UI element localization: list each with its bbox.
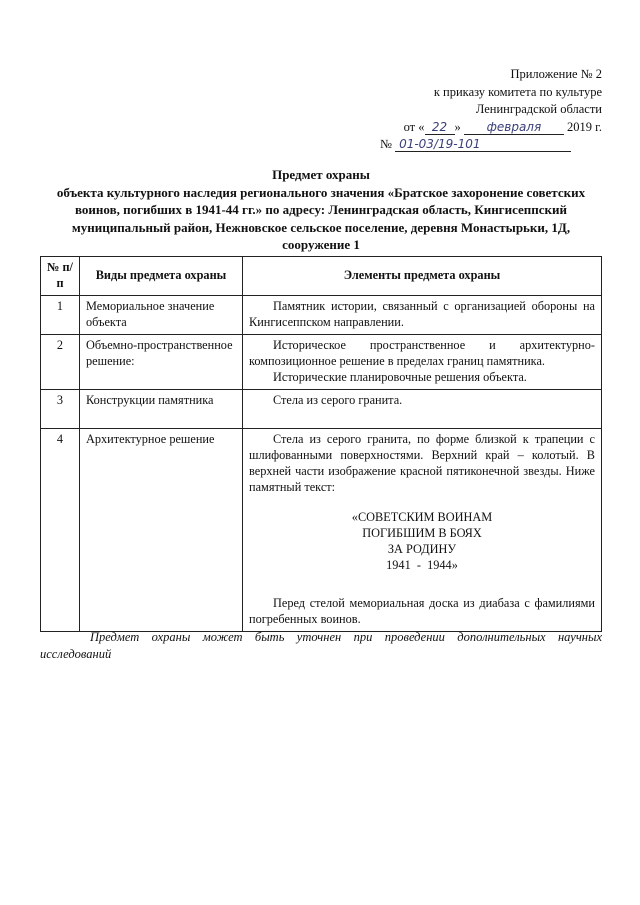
header-elements: Элементы предмета охраны — [243, 257, 602, 296]
table-header-row — [41, 257, 602, 296]
row-elements — [243, 335, 602, 390]
inscription-line: ПОГИБШИМ В БОЯХ — [362, 526, 482, 540]
date-month: февраля — [464, 120, 564, 135]
inscription-line: «СОВЕТСКИМ ВОИНАМ — [351, 510, 493, 524]
number-prefix: № — [380, 137, 392, 151]
inscription-line: 1941 - 1944» — [386, 558, 458, 572]
row-elements — [243, 390, 602, 429]
appendix-header — [362, 66, 602, 154]
element-text: Перед стелой мемориальная доска из диабаза с фамилиями погребенных воинов. — [249, 596, 595, 626]
table-row — [41, 429, 602, 632]
row-number: 2 — [41, 335, 80, 390]
order-number — [362, 136, 602, 154]
document-title — [40, 166, 602, 254]
header-number: № п/п — [41, 257, 80, 296]
appendix-number: Приложение № 2 — [510, 67, 602, 81]
element-text: Исторические планировочные решения объекта. — [273, 370, 527, 384]
element-text: Стела из серого гранита, по форме близкой к трапеции с шлифованными поверхностями. Верхний край – колотый. В верхней части изображение красной пятиконечной звезды. Ниже памятный текст: — [249, 432, 595, 494]
order-reference: к приказу комитета по культуре — [433, 84, 602, 99]
row-number: 1 — [41, 296, 80, 335]
protection-table — [40, 256, 602, 632]
header-kind: Виды предмета охраны — [80, 257, 243, 296]
date-prefix: от « — [403, 119, 425, 134]
closing-note: Предмет охраны может быть уточнен при проведении дополнительных научных исследований — [40, 630, 602, 661]
row-elements — [243, 296, 602, 335]
row-kind: Конструкции памятника — [80, 390, 243, 429]
element-text: Стела из серого гранита. — [273, 393, 403, 407]
row-kind: Мемориальное значение объекта — [80, 296, 243, 335]
memorial-inscription — [249, 509, 595, 573]
region-name: Ленинградской области — [475, 102, 602, 116]
date-mid: » — [454, 119, 461, 134]
row-kind: Объемно-пространственное решение: — [80, 335, 243, 390]
table-row — [41, 390, 602, 429]
title-heading: Предмет охраны — [272, 167, 370, 182]
row-kind: Архитектурное решение — [80, 429, 243, 632]
inscription-line: ЗА РОДИНУ — [387, 542, 457, 556]
table-row — [41, 296, 602, 335]
element-text: Памятник истории, связанный с организацией обороны на Кингисеппском направлении. — [249, 299, 595, 329]
date-day: 22 — [425, 120, 455, 135]
row-number: 4 — [41, 429, 80, 632]
element-text: Историческое пространственное и архитектурно-композиционное решение в пределах границ памятника. — [249, 338, 595, 368]
order-date — [362, 119, 602, 137]
date-year: 2019 г. — [567, 119, 602, 134]
title-object-description: объекта культурного наследия регионального значения «Братское захоронение советских воинов, погибших в 1941-44 гг.» по адресу: Ленинградская область, Кингисеппский муниципальный район, Нежновское сельское поселение, деревня Монастырьки, 1Д, сооружение 1 — [56, 184, 586, 252]
table-row — [41, 335, 602, 390]
number-value: 01-03/19-101 — [395, 137, 571, 152]
row-number: 3 — [41, 390, 80, 429]
row-elements — [243, 429, 602, 632]
